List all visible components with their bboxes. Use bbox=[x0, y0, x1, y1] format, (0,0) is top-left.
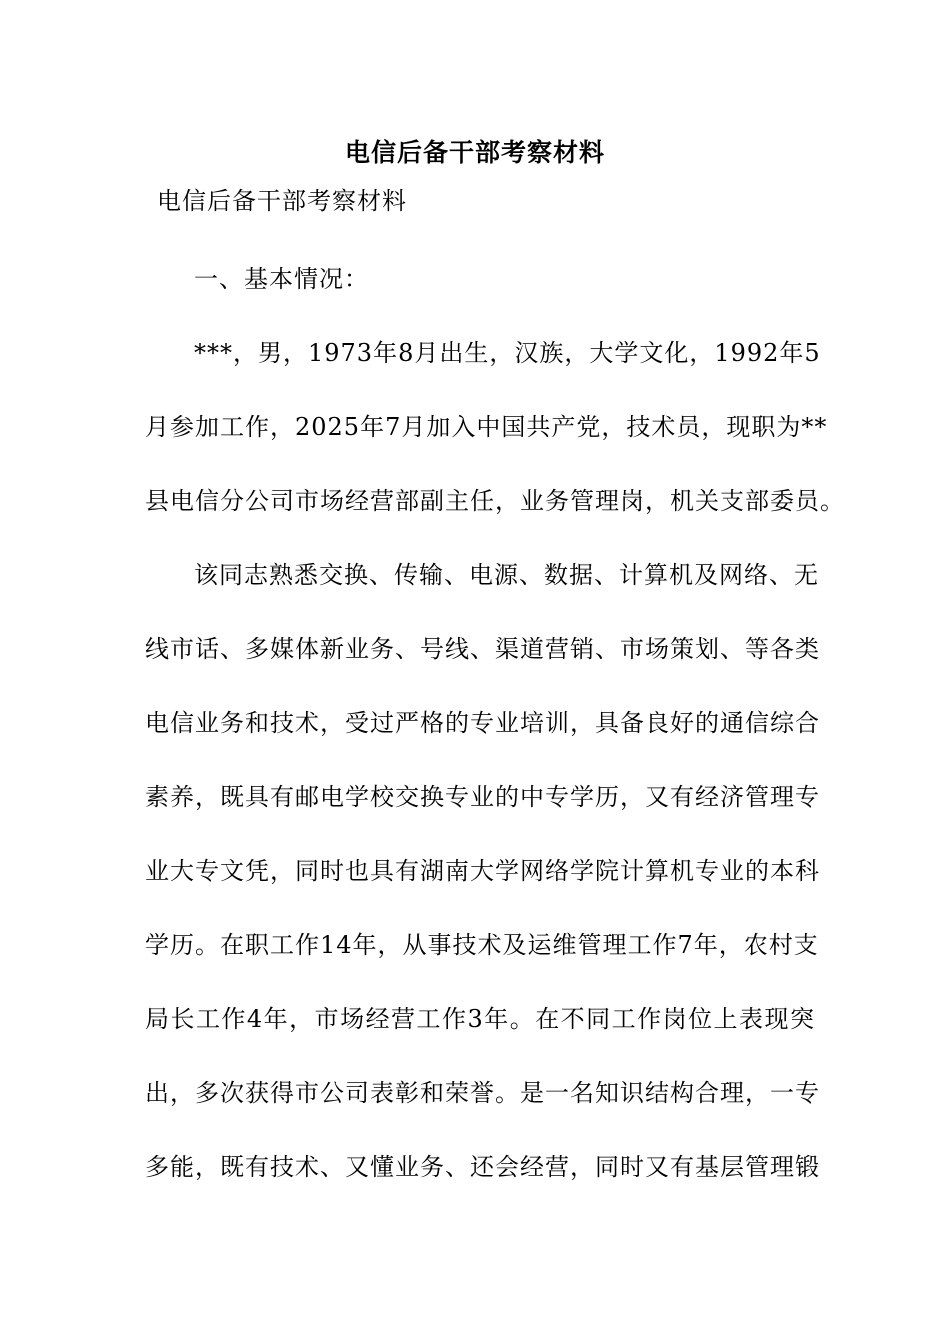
paragraph-line: 素养，既具有邮电学校交换专业的中专学历，又有经济管理专 bbox=[145, 783, 820, 811]
paragraph-line: ***，男，1973年8月出生，汉族，大学文化，1992年5 bbox=[194, 339, 821, 367]
paragraph-line: 学历。在职工作14年，从事技术及运维管理工作7年，农村支 bbox=[145, 931, 819, 959]
paragraph-line: 出，多次获得市公司表彰和荣誉。是一名知识结构合理，一专 bbox=[145, 1079, 820, 1107]
paragraph-line: 电信业务和技术，受过严格的专业培训，具备良好的通信综合 bbox=[145, 709, 820, 737]
subtitle-line: 电信后备干部考察材料 bbox=[157, 187, 407, 215]
paragraph-line: 线市话、多媒体新业务、号线、渠道营销、市场策划、等各类 bbox=[145, 635, 820, 663]
paragraph-line: 该同志熟悉交换、传输、电源、数据、计算机及网络、无 bbox=[194, 561, 819, 589]
paragraph-line: 县电信分公司市场经营部副主任，业务管理岗，机关支部委员。 bbox=[145, 487, 845, 515]
document-title: 电信后备干部考察材料 bbox=[344, 138, 605, 167]
section-heading: 一、基本情况： bbox=[194, 265, 369, 293]
paragraph-line: 业大专文凭，同时也具有湖南大学网络学院计算机专业的本科 bbox=[145, 857, 820, 885]
paragraph-line: 多能，既有技术、又懂业务、还会经营，同时又有基层管理锻 bbox=[145, 1153, 820, 1181]
paragraph-line: 月参加工作，2025年7月加入中国共产党，技术员，现职为** bbox=[145, 413, 828, 441]
paragraph-line: 局长工作4年，市场经营工作3年。在不同工作岗位上表现突 bbox=[145, 1005, 815, 1033]
